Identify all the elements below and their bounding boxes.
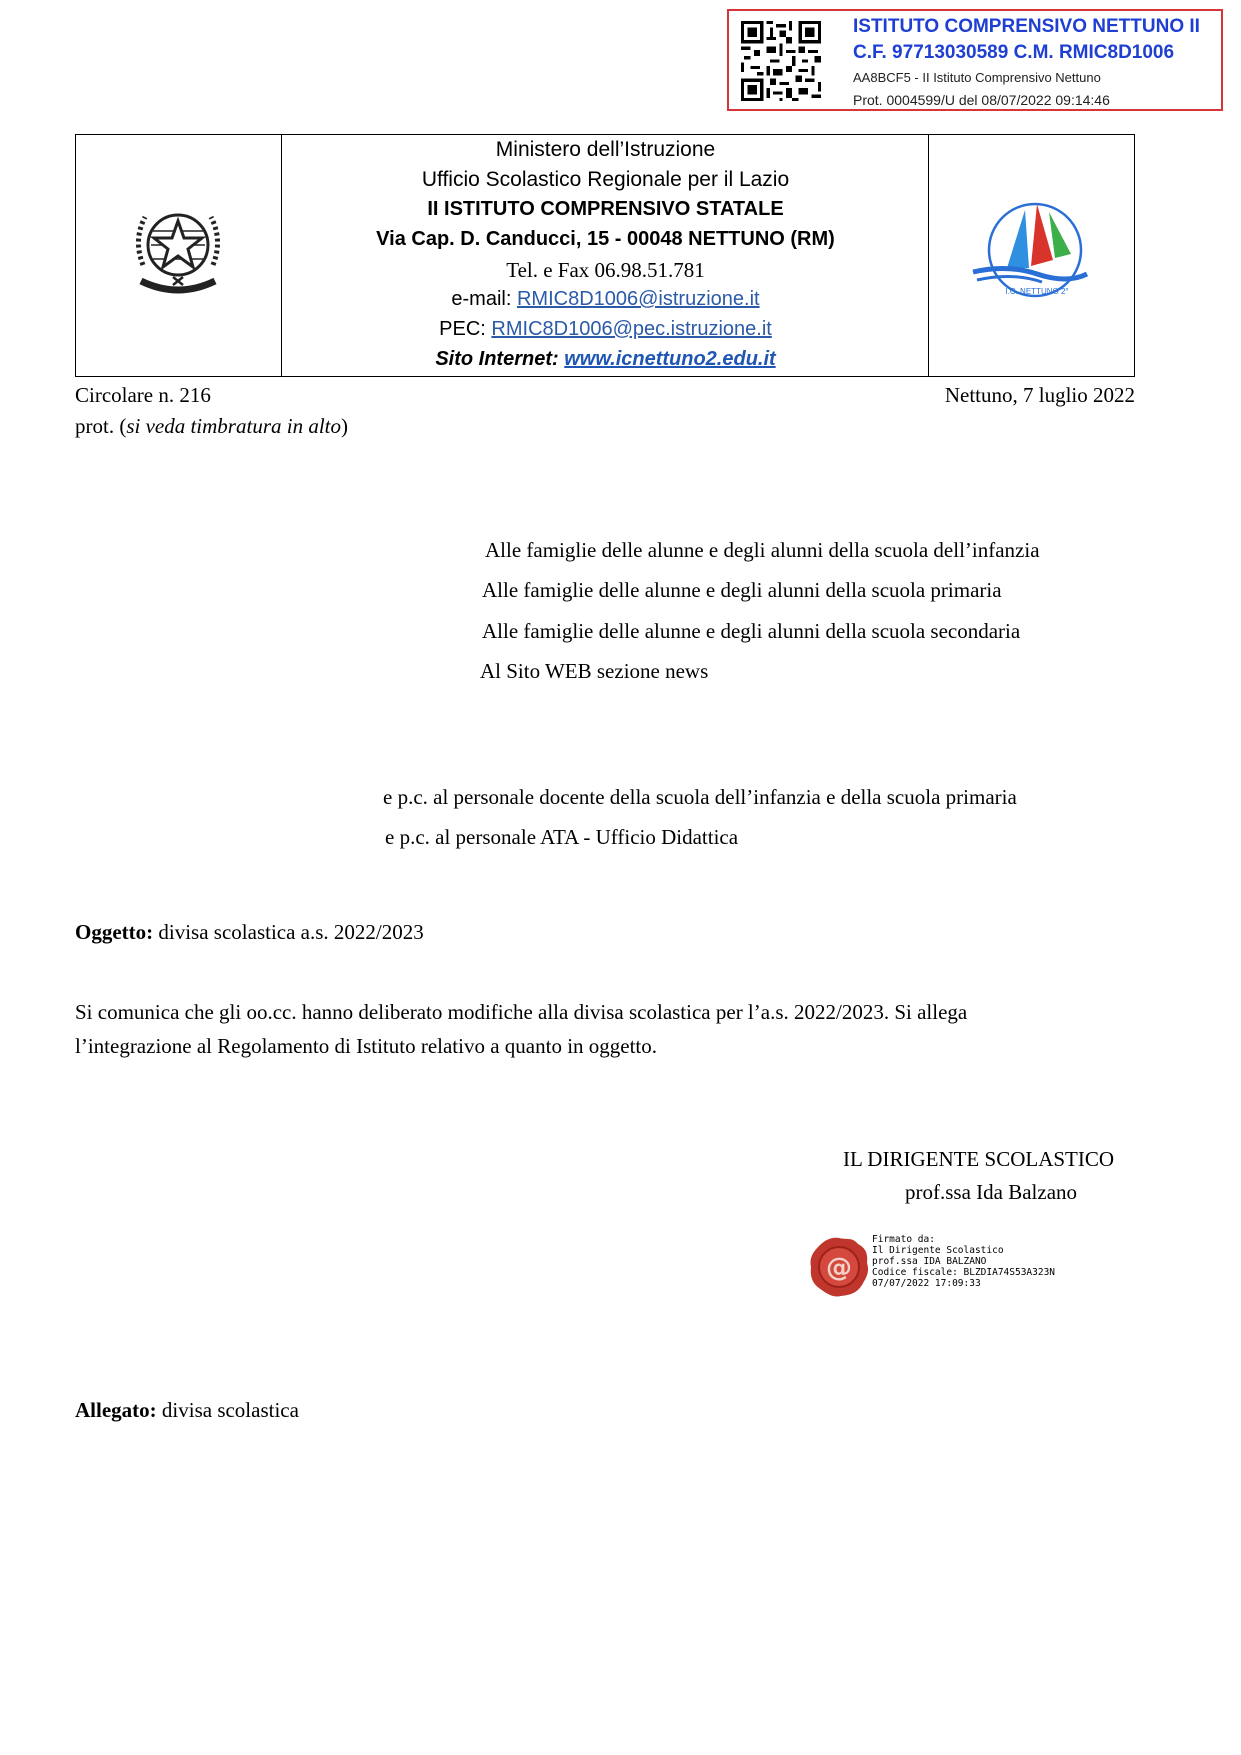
website-line	[282, 348, 929, 371]
digital-signature-line: Firmato da:	[872, 1234, 935, 1245]
place-date: Nettuno, 7 luglio 2022	[944, 383, 1135, 407]
email-label: e-mail:	[451, 288, 517, 310]
letterhead-table	[75, 134, 1135, 377]
body-line: l’integrazione al Regolamento di Istituto relativo a quanto in oggetto.	[75, 1034, 658, 1058]
prot-suffix: )	[341, 414, 348, 438]
subject-line	[75, 920, 424, 945]
cc-line: e p.c. al personale ATA - Ufficio Didattica	[385, 825, 739, 849]
attachment-label: Allegato:	[75, 1398, 157, 1422]
ministry-name: Ministero dell’Istruzione	[495, 138, 716, 161]
attachment-text: divisa scolastica	[156, 1398, 299, 1422]
stamp-codes: C.F. 97713030589 C.M. RMIC8D1006	[853, 42, 1175, 63]
school-phone: Tel. e Fax 06.98.51.781	[506, 258, 705, 282]
circular-number: Circolare n. 216	[75, 383, 211, 407]
svg-text:@: @	[826, 1253, 852, 1283]
regional-office: Ufficio Scolastico Regionale per il Lazio	[421, 168, 790, 191]
website-link[interactable]: www.icnettuno2.edu.it	[564, 348, 776, 370]
digital-signature-line: prof.ssa IDA BALZANO	[872, 1256, 987, 1267]
stamp-aoo: AA8BCF5 - II Istituto Comprensivo Nettuno	[853, 70, 1101, 85]
stamp-school-name: ISTITUTO COMPRENSIVO NETTUNO II	[853, 16, 1200, 37]
pec-label: PEC:	[439, 318, 492, 340]
qr-code-icon	[741, 21, 821, 101]
email-link[interactable]: RMIC8D1006@istruzione.it	[516, 288, 760, 310]
school-address: Via Cap. D. Canducci, 15 - 00048 NETTUNO (RM)	[376, 228, 835, 250]
subject-text: divisa scolastica a.s. 2022/2023	[153, 920, 424, 944]
digital-signature-line: Codice fiscale: BLZDIA74S53A323N	[872, 1267, 1056, 1278]
protocol-note	[75, 414, 348, 439]
recipient-line: Alle famiglie delle alunne e degli alunni della scuola secondaria	[482, 619, 1021, 643]
digital-signature-block	[872, 1234, 1055, 1289]
wax-seal-at-icon	[808, 1236, 870, 1298]
pec-link[interactable]: RMIC8D1006@pec.istruzione.it	[491, 318, 772, 340]
letterhead-center-cell	[282, 135, 929, 376]
stamp-protocol-number: Prot. 0004599/U del 08/07/2022 09:14:46	[853, 92, 1110, 108]
logo-text: I.C. NETTUNO 2°	[1005, 287, 1069, 296]
digital-signature-line: 07/07/2022 17:09:33	[872, 1278, 981, 1289]
school-sailboat-logo-icon	[967, 198, 1097, 308]
recipient-line: Al Sito WEB sezione news	[480, 659, 709, 683]
subject-label: Oggetto:	[75, 920, 154, 944]
attachment-line	[75, 1398, 299, 1423]
body-line: Si comunica che gli oo.cc. hanno deliberato modifiche alla divisa scolastica per l’a.s. 2022/2023. Si allega	[75, 1000, 968, 1024]
pec-line	[282, 318, 929, 341]
recipient-line: Alle famiglie delle alunne e degli alunni della scuola primaria	[482, 578, 1002, 602]
letterhead-left-cell	[76, 135, 282, 376]
signer-role: IL DIRIGENTE SCOLASTICO	[843, 1147, 1115, 1171]
signer-name: prof.ssa Ida Balzano	[905, 1180, 1078, 1204]
prot-prefix: prot. (	[75, 414, 127, 438]
email-line	[282, 288, 929, 311]
digital-signature-line: Il Dirigente Scolastico	[872, 1245, 1004, 1256]
cc-line: e p.c. al personale docente della scuola dell’infanzia e della scuola primaria	[383, 785, 1017, 809]
recipient-line: Alle famiglie delle alunne e degli alunni della scuola dell’infanzia	[485, 538, 1040, 562]
protocol-stamp	[727, 9, 1223, 111]
school-name: II ISTITUTO COMPRENSIVO STATALE	[427, 198, 784, 220]
emblem-icon	[123, 195, 233, 305]
prot-italic: si veda timbratura in alto	[126, 414, 341, 438]
letterhead-right-cell	[928, 135, 1134, 376]
website-label: Sito Internet:	[435, 348, 565, 370]
